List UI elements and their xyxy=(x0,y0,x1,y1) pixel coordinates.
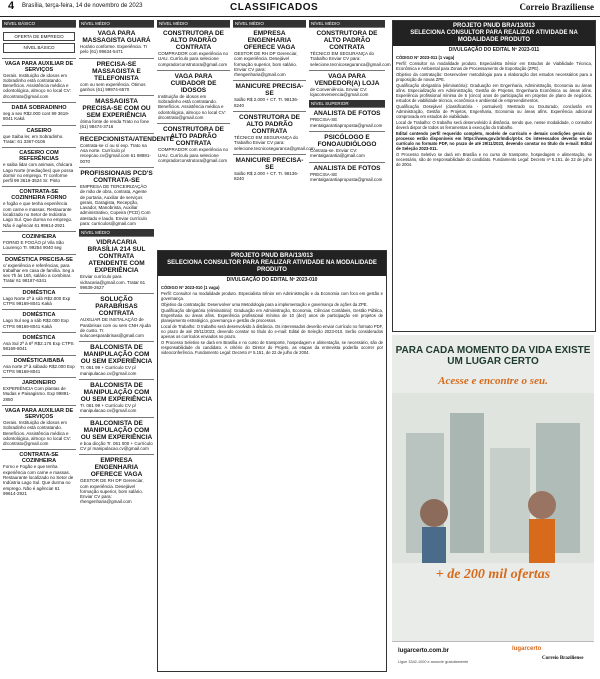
banner-url[interactable]: lugarcerto.com.br xyxy=(398,648,450,654)
ad-text: que Saiba ler, em Sobradinho. Tratar: 61 3367-0106 xyxy=(3,133,64,144)
ad-title: MANICURE PRECISA-SE xyxy=(235,156,304,171)
ad-text: ótima fonte de renda Trato no fone (61) 98474-3716 xyxy=(80,119,150,130)
ad-title: CONTRATA-SE COZINHEIRA xyxy=(19,452,59,465)
ad-title: VAGA PARA CUIDADOR DE IDOSOS xyxy=(170,72,217,94)
ad-text: Gerais. Instituição de idosos em Sobradinho está contratando. Benefícios. Assistência médica e odontológica, almoço no local CV: drcontrato@gmail.com xyxy=(3,72,71,99)
ad-title: DOMÉSTICA xyxy=(22,334,56,341)
classified-ad xyxy=(2,58,76,102)
ad-title: SOLUÇÃO PARABRISAS CONTRATA xyxy=(95,296,138,318)
ad-text: Salão R$ 2.000 + CT. Tr. 98136-8240 xyxy=(234,97,299,108)
classified-ad xyxy=(309,70,385,101)
page-header xyxy=(0,0,600,17)
classified-ad xyxy=(2,332,76,355)
ad-text: e boa dicção Tr. 061 000 + Currículo CV p/ manipulacao.cv@gmail.com xyxy=(80,440,153,451)
classified-ad xyxy=(157,27,230,70)
page-date: Brasília, terça-feira, 14 de novembro de 2023 xyxy=(22,3,143,9)
ad-title: DOMÉSTICA PRECISA-SE xyxy=(5,256,73,263)
ad-text: c/ experiência e referências, para trabalhar em casa de família. Seg a sex 7h às 16h, salário a combinar. Tratar 61 98187-6341 xyxy=(3,262,75,284)
ad-text: EMPRESA DE TERCEIRIZAÇÃO de mão de obra, contrata, Agente de portaria, Auxiliar de serviços gerais, Garagista, Recepção, Lavador, Manobrista, Auxiliar administrativo, Copeira (PCD) Com atestado e laudo. Enviar currículo para: curriculos@gmail.com xyxy=(80,183,151,227)
ad-text: Forno e Fogão e que tenha experiência com carne e massas. Restaurante localizado no Setor de Indústria Lago Sul. Que durma no emprego. Não é agência! 61 99614-2921 xyxy=(3,464,74,496)
banner-offers: + de 200 mil ofertas xyxy=(435,567,551,582)
classified-ad xyxy=(2,309,76,332)
classified-ad xyxy=(79,341,154,379)
ad-title: CONTRATA-SE COZINHEIRA FORNO xyxy=(11,189,67,202)
ad-title: RECEPCIONISTA/ATENDENTE xyxy=(80,135,175,143)
ad-text: Tr. 061 99 + Currículo CV p/ manipulacao.cv@gmail.com xyxy=(80,403,137,414)
ad-title: MASSAGISTA PRECISA-SE COM OU SEM EXPERIÊNCIA xyxy=(82,98,151,120)
ad-title: BALCONISTA DE MANIPULAÇÃO COM OU SEM EXPERIÊNCIA xyxy=(80,419,153,441)
ad-text: EXPERIÊNCIA Com plantas de Mudas e Paisagismo. Exp 99891-2850 xyxy=(3,386,71,402)
person-icon xyxy=(528,491,556,519)
ad-title: BALCONISTA DE MANIPULAÇÃO COM OU SEM EXPERIÊNCIA xyxy=(80,382,153,404)
ad-text: Gerais. Instituição de idosos em Sobradinho está contratando. Benefícios. Assistência médica e odontológica, almoço no local CV: drcontrato@gmail.com xyxy=(3,419,71,447)
banner-illustration xyxy=(392,393,594,563)
notice-project: PROJETO PNUD BRA/13/013 xyxy=(453,23,535,29)
notice-paragraph: Perfil: Consultor na modalidade produto. Especialista Sênior em Estudos de Viabilidade Técnica, Econômica e Ambiental para Zonas de Processamento de Exportação (ZPE). xyxy=(396,61,592,71)
classified-ad xyxy=(309,162,385,186)
notice-paragraph: Perfil: Consultor na modalidade produto. Especialista Sênior em Administração e da Economia com foco em gestão e governança. xyxy=(161,291,383,301)
classified-ad xyxy=(157,70,230,123)
ad-text: Contrata-se c/ ou s/ exp. Trato na Asa norte. Currículo p/ recepcao.cv@gmail.com 61 98881-0070 xyxy=(80,142,151,164)
ad-text: Asa norte 2ª à sábado R$2.000 Exp CTPS 98169-8041 xyxy=(3,363,75,374)
ad-title: EMPRESA ENGENHARIA OFERECE VAGA xyxy=(90,457,143,479)
ad-text: FORNO E FOGÃO p/ Vila São Lourenço Tr. 99254 9040 seg xyxy=(3,239,64,251)
ad-text: Salão R$ 2.000 + CT. Tr. 98136-8240 xyxy=(234,170,299,182)
ad-text: e fogão e que tenha experiência com carne e massas. Restaurante localizado no Setor de Indústria Lago Sul. Que durma no emprego. Não é agência! 61 99614-2921 xyxy=(3,201,73,228)
ad-text: TÉCNICO EM SEGURANÇA do Trabalho Enviar CV para: selecione.tecnicoseguranca@gmail.com xyxy=(310,51,391,67)
classified-ad xyxy=(79,454,154,507)
ad-title: ANALISTA DE FOTOS xyxy=(313,164,381,172)
pnud-notice-2023-010 xyxy=(157,250,387,672)
ad-text: com ou sem experiência. Ótimos ganhos (61) 99974-6570 xyxy=(80,81,146,92)
banner-title: PARA CADA MOMENTO DA VIDA EXISTE UM LUGAR CERTO xyxy=(395,345,591,367)
ad-title: VAGA PARA AUXILIAR DE SERVIÇOS xyxy=(4,60,74,73)
classified-ad xyxy=(2,231,76,254)
column-heading: NÍVEL MÉDIO xyxy=(79,20,154,27)
notice-paragraph: Local de Trabalho: O trabalho será desenvolvido à distância, sendo que, nesse modalidade, o consultor deverá dispor de todos os ferramentas à execução do trabalho. xyxy=(396,120,592,130)
pnud-notice-2023-011 xyxy=(392,20,596,332)
classified-ad xyxy=(79,58,154,96)
notice-paragraph: Qualificação obrigatória (eliminatória): Graduação em Administração, Economia, Ciências Contábeis, Gestão Pública, Engenharia ou áreas afins. Experiência profissional mínima de 10 (dez) anos de participação em projetos de planejamento estratégico, governança e gestão de processos. xyxy=(161,308,383,323)
classified-ad xyxy=(309,131,385,162)
ad-title: VIDRACARIA BRASÍLIA 214 SUL CONTRATA ATENDENTE COM EXPERIÊNCIA xyxy=(87,239,146,275)
classified-ad xyxy=(157,123,230,166)
column-4 xyxy=(233,20,315,245)
notice-paragraph: O Processo Seletivo se dará em Brasília e no curso de transporte, hospedagem e alimentação, se necessário, são de responsabilidade do candidato. A critério do Diretor do Projeto, as etapas da entrevista poderão ocorrer por videoconferência. Fundamento Legal: Decreto nº 5.151, de 22 de julho de 2004. xyxy=(161,340,383,355)
ad-text: e saiba lidar com animais, chácara Lago Norte (mediações) que possa dormir no emprego. Tr conforme perfil 99 3619-3524 Sr. Pinto xyxy=(3,162,74,184)
column-1 xyxy=(2,20,76,675)
classified-ad xyxy=(2,102,76,125)
classified-ad xyxy=(2,355,76,378)
ad-title: CASEIRO xyxy=(26,127,52,134)
ad-title: COZINHEIRA xyxy=(21,233,57,240)
column-2 xyxy=(79,20,175,675)
notice-paragraph: Qualificação Desejável (classificatória - pontuável): Mestrado ou Doutorado, conclusão em Administração, Gestão de Projetos, Engenharia, Economia ou áreas afins. Experiência adicional comprovada em estudos de viabilidade. xyxy=(396,104,592,119)
classified-ad xyxy=(2,147,76,186)
classified-ad xyxy=(79,293,154,341)
classified-ad xyxy=(233,154,306,185)
column-heading: NÍVEL SUPERIOR xyxy=(309,100,385,107)
ad-text: de Conveniência. Enviar CV: lojaconveniencia@gmail.com xyxy=(310,86,369,98)
column-5 xyxy=(309,20,391,245)
notice-paragraph: O Processo Seletivo se dará em Brasília e no curso de transporte, hospedagem e alimentação, se necessário, são de responsabilidade do candidato. Fundamento Legal: Decreto nº 5.151, de 22 de julho de 2004. xyxy=(396,152,592,167)
notice-heading: SELECIONA CONSULTOR PARA REALIZAR ATIVIDADE NA MODALIDADE PRODUTO xyxy=(410,30,578,43)
column-heading: NÍVEL MÉDIO xyxy=(79,229,154,236)
ad-title: CONSTRUTORA DE ALTO PADRÃO CONTRATA xyxy=(316,30,378,51)
ad-text: Horário conforme. Experiência. Tr pelo (61) 99634-5471 xyxy=(80,44,148,55)
ad-text: GESTOR DE RH DP Gerenciar, com experiência. Desejável formação superior, bom salário. Enviar CV para: rhengenharia@gmail.com xyxy=(80,478,144,505)
notice-title xyxy=(158,251,386,276)
ad-title: CONSTRUTORA DE ALTO PADRÃO CONTRATA xyxy=(238,114,301,136)
ad-title: EMPRESA ENGENHARIA OFERECE VAGA xyxy=(243,30,296,51)
section-title: CLASSIFICADOS xyxy=(230,2,319,13)
ad-text: Lago Sul seg a sáb R$2.000 Exp CTPS 99169-8041 Kaká xyxy=(3,318,69,329)
lugar-certo-logo: lugarcerto xyxy=(512,646,542,652)
classified-ad xyxy=(79,95,154,133)
ad-title: ANALISTA DE FOTOS xyxy=(313,110,381,118)
notice-body xyxy=(393,54,595,169)
building-icon xyxy=(450,413,484,553)
classified-ad xyxy=(2,125,76,148)
ad-title: VAGA PARA VENDEDOR(A) LOJA xyxy=(314,72,380,87)
classified-ad xyxy=(2,405,76,449)
classified-ad xyxy=(2,449,76,499)
classified-ad xyxy=(79,379,154,417)
classified-ad xyxy=(79,236,154,293)
ad-text: Enviar currículo para vidracaria@gmail.com. Tratar 61 99639-2627 xyxy=(80,274,146,290)
notice-paragraph: Local de Trabalho: O trabalho será desenvolvido à distância. Os interessados deverão enviar currículo no formato PDF, no prazo de até 29/11/2023, devendo constar no título do e-mail: Edital de Seleção 2023-010. Serão considerados apenas os currículos enviados no prazo. xyxy=(161,324,383,339)
ad-text: TÉCNICO EM SEGURANÇA do Trabalho Enviar CV para: selecione.tecnicoseguranca@gmail.com xyxy=(234,135,315,151)
classified-ad xyxy=(233,111,315,154)
notice-paragraph: Objetivo da contratação: Desenvolver uma Metodologia para a implementação e governança de ações da ZPE. xyxy=(161,302,368,307)
notice-subtitle: DIVULGAÇÃO DO EDITAL Nº 2023-011 xyxy=(448,47,540,53)
lugar-certo-banner xyxy=(392,335,594,672)
classified-ad xyxy=(2,287,76,310)
ad-title: DOMÉSTICA xyxy=(22,289,56,296)
ad-title: CASEIRO COM REFERÊNCIAS xyxy=(19,150,59,163)
ad-text: seg a sex R$2.000 cont 99 3619-8041 Kaká xyxy=(3,111,70,122)
banner-footer xyxy=(392,641,594,672)
notice-paragraph: CÓDIGO Nº 2023-010 (1 vaga) xyxy=(161,285,220,290)
notice-title xyxy=(393,21,595,46)
classified-ad xyxy=(233,27,306,80)
classified-ad xyxy=(79,133,175,167)
notice-subtitle: DIVULGAÇÃO DO EDITAL Nº 2023-010 xyxy=(226,277,318,283)
ad-title: JARDINEIRO xyxy=(22,380,56,387)
ad-title: DOMÉSTICA xyxy=(22,312,56,319)
newspaper-logo-small: Correio Braziliense xyxy=(542,656,584,661)
ad-title: BALCONISTA DE MANIPULAÇÃO COM OU SEM EXPERIÊNCIA xyxy=(80,344,153,366)
person-icon xyxy=(422,527,446,563)
ad-title: PSICÓLOGO E FONOAUDIÓLOGO xyxy=(317,134,377,149)
ad-text: Contrata-se. Enviar CV: mentalgarantia@gmail.com xyxy=(310,148,365,159)
column-heading: NÍVEL BÁSICO xyxy=(2,20,76,27)
notice-paragraph: Qualificação obrigatória (eliminatória): Graduação em Engenharia, Administração, Economia ou áreas afins. Especialização em Administração, Gestão de Projetos, Engenharia Econômica ou áreas afins. Experiência profissional mínima de 5 (cinco) anos de participação em projetos de plano de negócios, estudos de viabilidade técnica, econômica e ambiental de empreendimentos. xyxy=(396,83,592,103)
classified-ad xyxy=(2,254,76,287)
newspaper-logo: Correio Braziliense xyxy=(519,2,594,12)
column-heading: NÍVEL MÉDIO xyxy=(233,20,306,27)
ad-title: CONSTRUTORA DE ALTO PADRÃO CONTRATA xyxy=(162,30,225,51)
ad-title: CONSTRUTORA DE ALTO PADRÃO CONTRATA xyxy=(162,126,225,148)
ad-text: COMPRADOR com experiência no UAU. Currículo para selecione compradorconstrutora@gmail.com xyxy=(158,147,229,163)
classified-ad xyxy=(2,377,76,405)
ad-text: Lago Norte 2ª à sáb R$2.000 Exp CTPS 99169-8041 Kaká xyxy=(3,295,71,307)
classified-ad xyxy=(233,80,306,111)
ad-text: Instituição de idosos em Sobradinho está contratando. Benefícios. Assistência médica e odontológica, almoço no local CV: drcontrato@gmail.com xyxy=(158,93,226,121)
notice-body xyxy=(158,284,386,357)
ad-title: VAGA PARA MASSAGISTA GUARÁ xyxy=(82,30,151,44)
ad-text: Tr. 061 99 + Currículo CV p/ manipulacao.cv@gmail.com xyxy=(80,365,137,376)
ad-title: DOMÉSTICA/BABÁ xyxy=(13,357,65,364)
ad-text: GESTOR DE RH DP Gerenciar, com experiência. Desejável formação superior, bom salário. Enviar CV para: rhengenharia@gmail.com xyxy=(234,51,298,78)
ad-title: PRECISA-SE MASSAGISTA E TELEFONISTA xyxy=(92,60,141,82)
column-heading: NÍVEL MÉDIO xyxy=(309,20,385,27)
classified-ad xyxy=(309,27,391,70)
building-icon xyxy=(490,448,530,553)
classified-ad xyxy=(309,107,385,131)
ad-text: PRECISA-SE mentalgarantiaproposta@gmail.com xyxy=(310,117,383,128)
ad-title: PROFISSIONAIS PCD'S CONTRATA-SE xyxy=(80,169,153,184)
notice-heading: SELECIONA CONSULTOR PARA REALIZAR ATIVIDADE NA MODALIDADE PRODUTO xyxy=(167,260,377,273)
ad-title: VAGA PARA AUXILIAR DE SERVIÇOS xyxy=(4,407,74,420)
column-heading: NÍVEL MÉDIO xyxy=(157,20,230,27)
page-number: 4 xyxy=(8,0,15,12)
ad-text: COMPRADOR com experiência no UAU. Currículo para selecione compradorconstrutora@gmail.com xyxy=(158,51,229,67)
classified-ad xyxy=(79,27,154,58)
notice-paragraph: CÓDIGO Nº 2023-011 (1 vaga) xyxy=(396,55,455,60)
notice-paragraph: Edital contendo perfil requerido completo, modelo de currículo e demais condições gerais do processo estão disponíveis em https://www.gov.br/mdic/pt-br. Os interessados deverão enviar currículo no formato PDF, no prazo de até 29/11/2023, devendo constar no título do e-mail: Edital de Seleção 2023-011. xyxy=(396,131,592,151)
ad-tag: OFERTA DE EMPREGO xyxy=(3,32,75,41)
classified-ad xyxy=(79,417,154,455)
banner-tagline: Ligue 3342-1000 e anuncie gratuitamente xyxy=(398,660,469,664)
ad-title: DABÁ SOBRADINHO xyxy=(11,105,67,112)
ad-title: MANICURE PRECISA-SE xyxy=(235,83,304,98)
ad-text: PRECISA-SE mentalgarantiaproposta@gmail.com xyxy=(310,171,383,182)
column-3 xyxy=(157,20,230,245)
banner-slogan: Acesse e encontre o seu. xyxy=(438,375,548,387)
classified-ad xyxy=(2,186,76,230)
notice-paragraph: Objetivo da contratação: Desenvolver metodologia para a elaboração dos estudos necessários para a proposição de novas ZPE. xyxy=(396,72,592,82)
classified-ad xyxy=(79,167,154,229)
ad-tag: NÍVEL BÁSICO xyxy=(3,43,75,52)
person-icon xyxy=(420,499,448,527)
ad-text: AUXILIAR DE INSTALAÇÃO de Parabrisas com ou sem CNH Ajuda de custo. Tr. solucoesparabrisas@gmail.com xyxy=(80,317,151,339)
classified-ad xyxy=(2,27,76,58)
notice-project: PROJETO PNUD BRA/13/013 xyxy=(231,253,313,259)
person-icon xyxy=(529,519,555,563)
ad-text: Asa Sul 2ª à 6ª R$2.176 Exp CTPS 98169-8041 xyxy=(3,340,74,352)
